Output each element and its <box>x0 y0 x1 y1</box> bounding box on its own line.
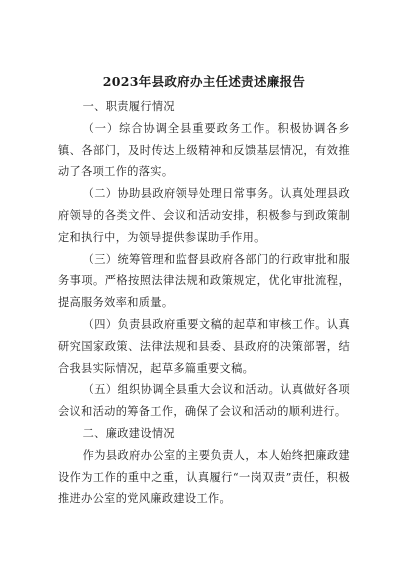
paragraph-item-1: （一）综合协调全县重要政务工作。积极协调各乡镇、各部门，及时传达上级精神和反馈基层情况，有效推动了各项工作的落实。 <box>58 121 350 179</box>
section-heading-integrity: 二、廉政建设情况 <box>82 426 175 440</box>
section-heading-duties: 一、职责履行情况 <box>82 100 175 113</box>
paragraph-item-3: （三）统筹管理和监督县政府各部门的行政审批和服务事项。严格按照法律法规和政策规定，优化审批流程，提高服务效率和质量。 <box>58 252 350 310</box>
paragraph-integrity: 作为县政府办公室的主要负责人，本人始终把廉政建设作为工作的重中之重，认真履行“一岗双责”责任，积极推进办公室的党风廉政建设工作。 <box>58 448 350 506</box>
paragraph-item-5: （五）组织协调全县重大会议和活动。认真做好各项会议和活动的筹备工作，确保了会议和活动的顺利进行。 <box>58 383 350 419</box>
paragraph-item-4: （四）负责县政府重要文稿的起草和审核工作。认真研究国家政策、法律法规和县委、县政府的决策部署，结合我县实际情况，起草多篇重要文稿。 <box>58 317 350 375</box>
document-title: 2023年县政府办主任述责述廉报告 <box>102 74 306 89</box>
document-body <box>58 96 350 510</box>
paragraph-item-2: （二）协助县政府领导处理日常事务。认真处理县政府领导的各类文件、会议和活动安排，积极参与到政策制定和执行中，为领导提供参谋助手作用。 <box>58 187 350 244</box>
